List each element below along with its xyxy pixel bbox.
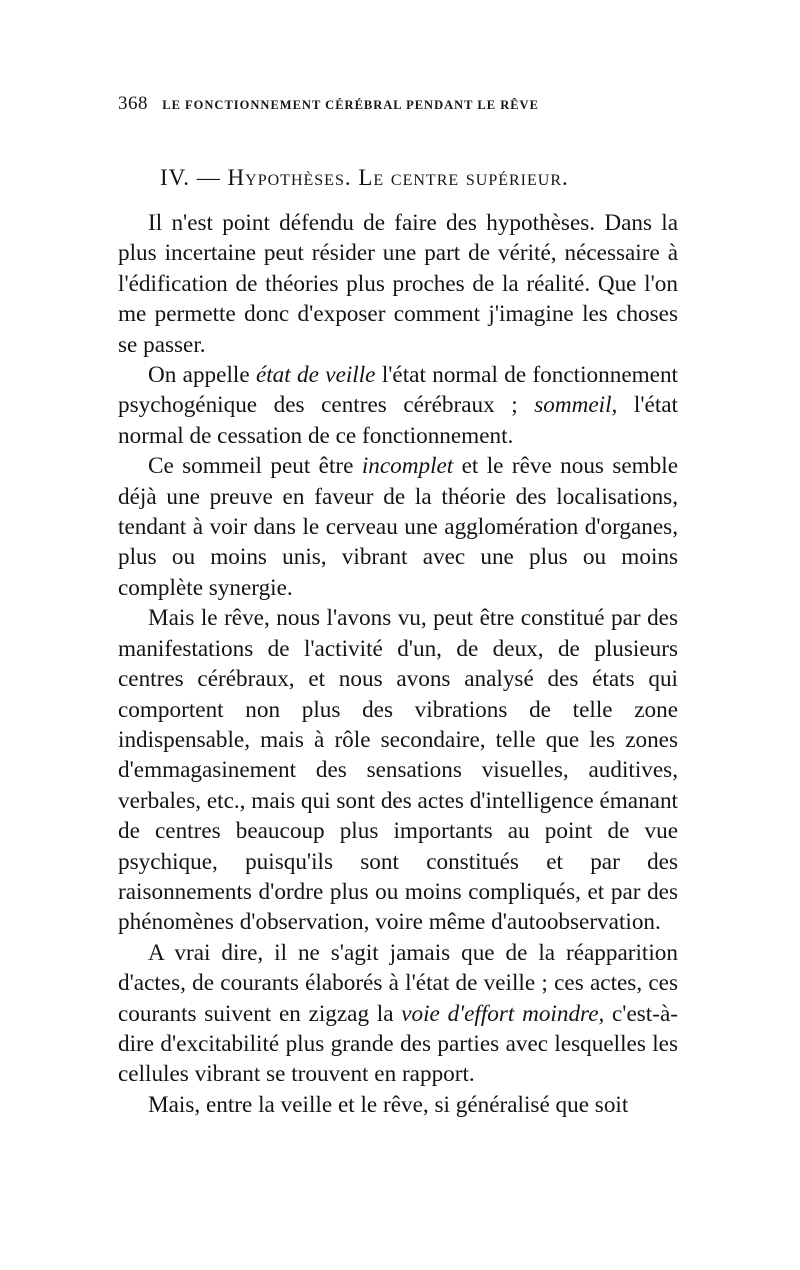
- paragraph: [118, 603, 678, 937]
- paragraph: [118, 360, 678, 451]
- paragraph: [118, 451, 678, 603]
- paragraph-text: et le rêve nous semble déjà une preuve en faveur de la théorie des localisations, tendant à voir dans le cerveau une agglomération d'organes, plus ou moins unis, vibrant avec une plus ou moins complète synergie.: [118, 453, 678, 601]
- paragraph: [118, 938, 678, 1090]
- italic-text: état de veille: [255, 362, 376, 389]
- paragraph-text: Mais, entre la veille et le rêve, si généralisé que soit: [148, 1091, 629, 1118]
- paragraph-text: Il n'est point défendu de faire des hypothèses. Dans la plus incertaine peut résider une part de vérité, nécessaire à l'édification de théories plus proches de la réalité. Que l'on me permette donc d'exposer comment j'imagine les choses se passer.: [118, 210, 678, 358]
- running-head: [118, 93, 678, 115]
- paragraph-text: c'est-à-dire d'excitabilité plus grande des parties avec lesquelles les cellules vibrant se trouvent en rapport.: [118, 1000, 678, 1088]
- paragraph-text: l'état normal de cessation de ce fonctionnement.: [118, 392, 678, 449]
- paragraph-text: Ce sommeil peut être: [148, 453, 362, 480]
- paragraph-text: A vrai dire, il ne s'agit jamais que de la réapparition d'actes, de courants élaborés à l'état de veille ; ces actes, ces courants suivent en zigzag la: [118, 939, 678, 1027]
- paragraph-text: Mais le rêve, nous l'avons vu, peut être constitué par des manifestations de l'activité d'un, de deux, de plusieurs centres cérébraux, et nous avons analysé des états qui comportent non plus des vibrations de telle zone indispensable, mais à rôle secondaire, telle que les zones d'emmagasinement des sensations visuelles, auditives, verbales, etc., mais qui sont des actes d'intelligence émanant de centres beaucoup plus importants au point de vue psychique, puisqu'ils sont constitués et par des raisonnements d'ordre plus ou moins compliqués, et par des phénomènes d'observation, voire même d'autoobservation.: [118, 605, 678, 936]
- italic-text: sommeil,: [534, 392, 618, 419]
- italic-text: incomplet: [361, 453, 454, 480]
- paragraph: [118, 1090, 678, 1120]
- section-heading: IV. — Hypothèses. Le centre supérieur.: [160, 165, 569, 190]
- running-title: LE FONCTIONNEMENT CÉRÉBRAL PENDANT LE RÊVE: [162, 98, 539, 112]
- italic-text: voie d'effort moindre,: [401, 1000, 605, 1027]
- paragraph-text: On appelle: [148, 362, 256, 389]
- paragraph-text: l'état normal de fonctionnement psychogénique des centres cérébraux ;: [118, 362, 678, 419]
- body-text: [118, 208, 678, 1120]
- paragraph: [118, 208, 678, 360]
- page-number: 368: [118, 93, 148, 114]
